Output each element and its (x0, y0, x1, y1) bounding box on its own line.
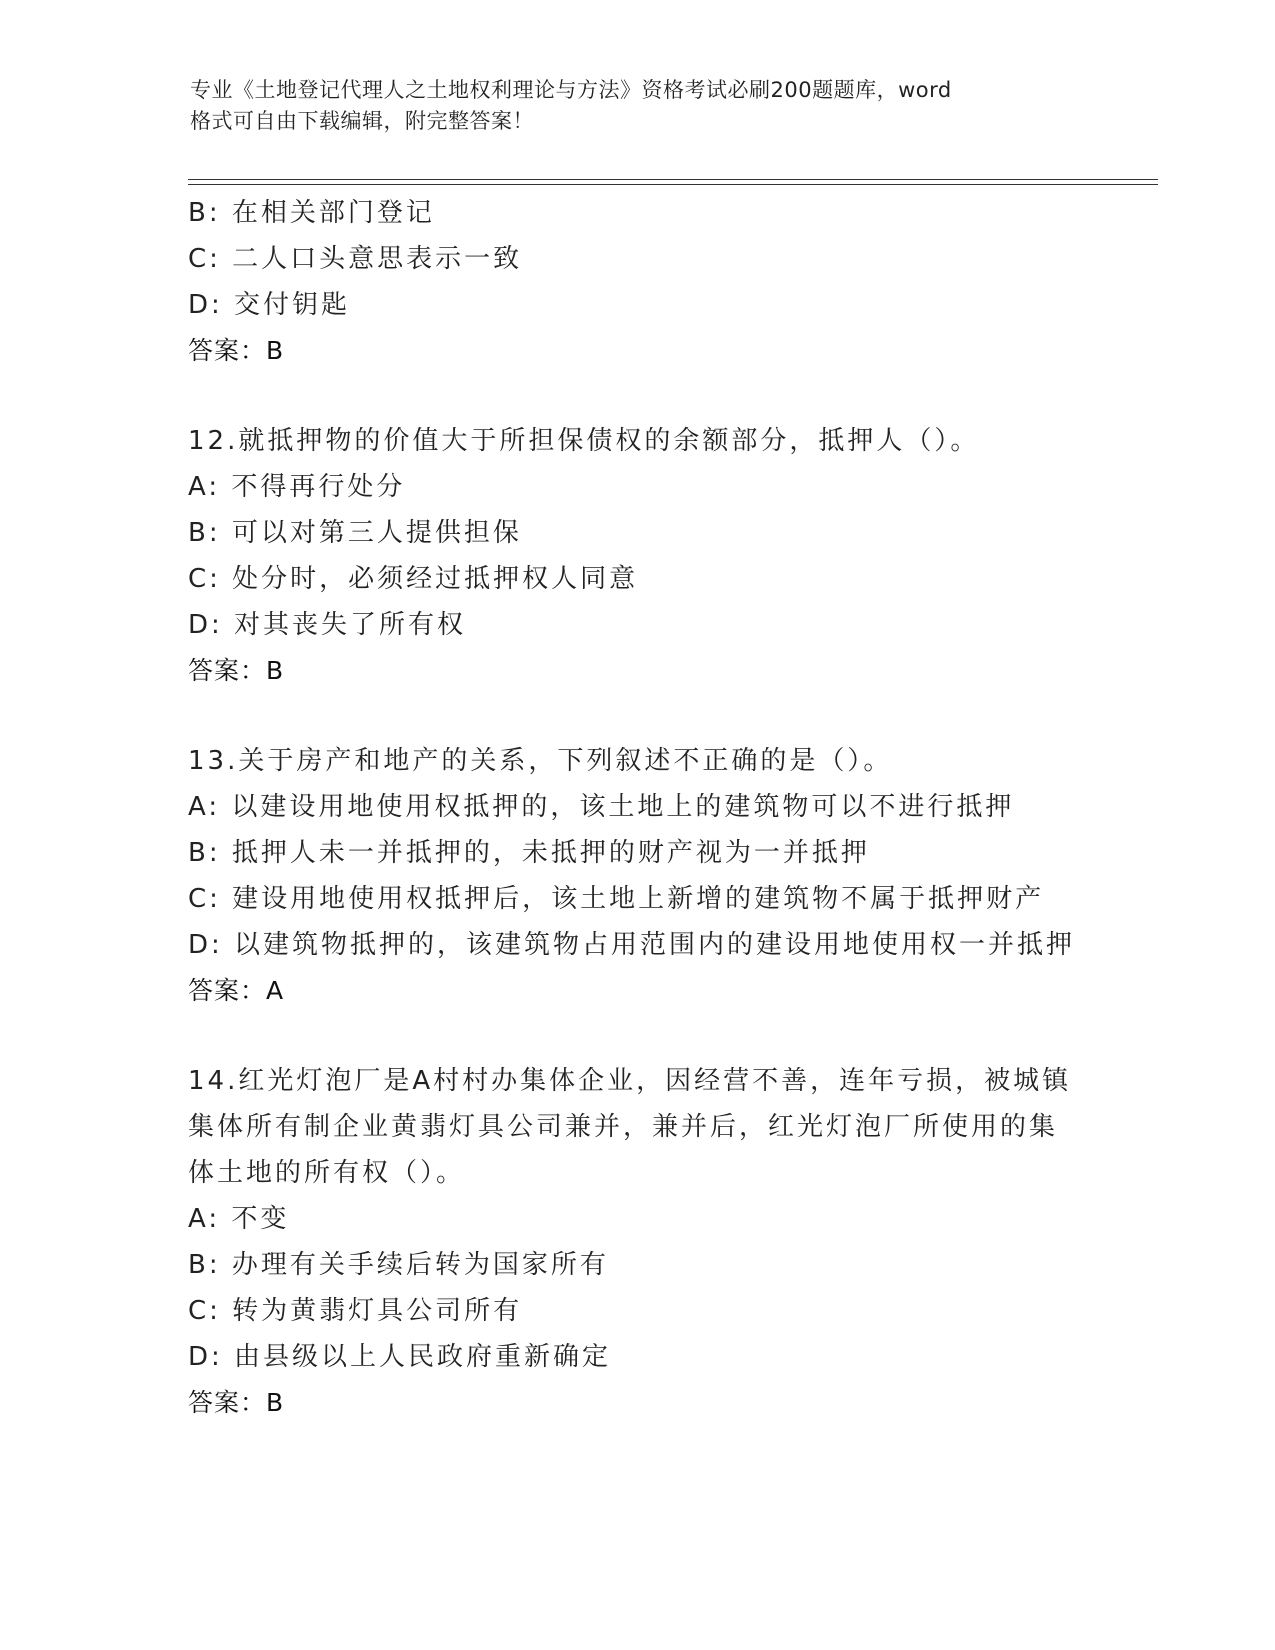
option-d: D: 交付钥匙 (188, 290, 351, 320)
option-c: C: 处分时，必须经过抵押权人同意 (188, 564, 639, 594)
option-d: D: 以建筑物抵押的，该建筑物占用范围内的建设用地使用权一并抵押 (188, 930, 1076, 960)
question-block-14 (188, 1058, 1108, 1426)
question-list (188, 190, 1108, 1426)
answer-line: 答案：B (188, 656, 285, 685)
answer-line: 答案：A (188, 976, 285, 1005)
option-b: B: 可以对第三人提供担保 (188, 518, 522, 548)
question-stem-line-1: 14.红光灯泡厂是A村村办集体企业，因经营不善，连年亏损，被城镇 (188, 1066, 1072, 1096)
question-stem: 13.关于房产和地产的关系，下列叙述不正确的是（）。 (188, 746, 893, 776)
answer-line: 答案：B (188, 336, 285, 365)
option-b: B: 办理有关手续后转为国家所有 (188, 1250, 609, 1280)
option-b: B: 抵押人未一并抵押的，未抵押的财产视为一并抵押 (188, 838, 870, 868)
question-spacer (188, 1014, 1108, 1058)
question-stem: 12.就抵押物的价值大于所担保债权的余额部分，抵押人（）。 (188, 426, 980, 456)
option-c: C: 二人口头意思表示一致 (188, 244, 523, 274)
option-d: D: 对其丧失了所有权 (188, 610, 467, 640)
question-spacer (188, 694, 1108, 738)
option-c: C: 转为黄翡灯具公司所有 (188, 1296, 523, 1326)
answer-line: 答案：B (188, 1388, 285, 1417)
option-a: A: 以建设用地使用权抵押的，该土地上的建筑物可以不进行抵押 (188, 792, 1015, 822)
option-a: A: 不得再行处分 (188, 472, 406, 502)
header-divider-top (188, 179, 1158, 180)
question-spacer (188, 374, 1108, 418)
option-b: B: 在相关部门登记 (188, 198, 435, 228)
document-header (190, 75, 1070, 137)
header-intro-line-1: 专业《土地登记代理人之土地权利理论与方法》资格考试必刷200题题库，word (190, 78, 952, 102)
option-d: D: 由县级以上人民政府重新确定 (188, 1342, 612, 1372)
header-intro-line-2: 格式可自由下载编辑，附完整答案！ (190, 109, 534, 133)
question-block-12 (188, 418, 1108, 694)
question-block-13 (188, 738, 1108, 1014)
header-divider-bottom (188, 184, 1158, 185)
question-stem-line-3: 体土地的所有权（）。 (188, 1158, 466, 1188)
option-c: C: 建设用地使用权抵押后，该土地上新增的建筑物不属于抵押财产 (188, 884, 1045, 914)
question-block-partial (188, 190, 1108, 374)
option-a: A: 不变 (188, 1204, 290, 1234)
question-stem-line-2: 集体所有制企业黄翡灯具公司兼并，兼并后，红光灯泡厂所使用的集 (188, 1112, 1059, 1142)
